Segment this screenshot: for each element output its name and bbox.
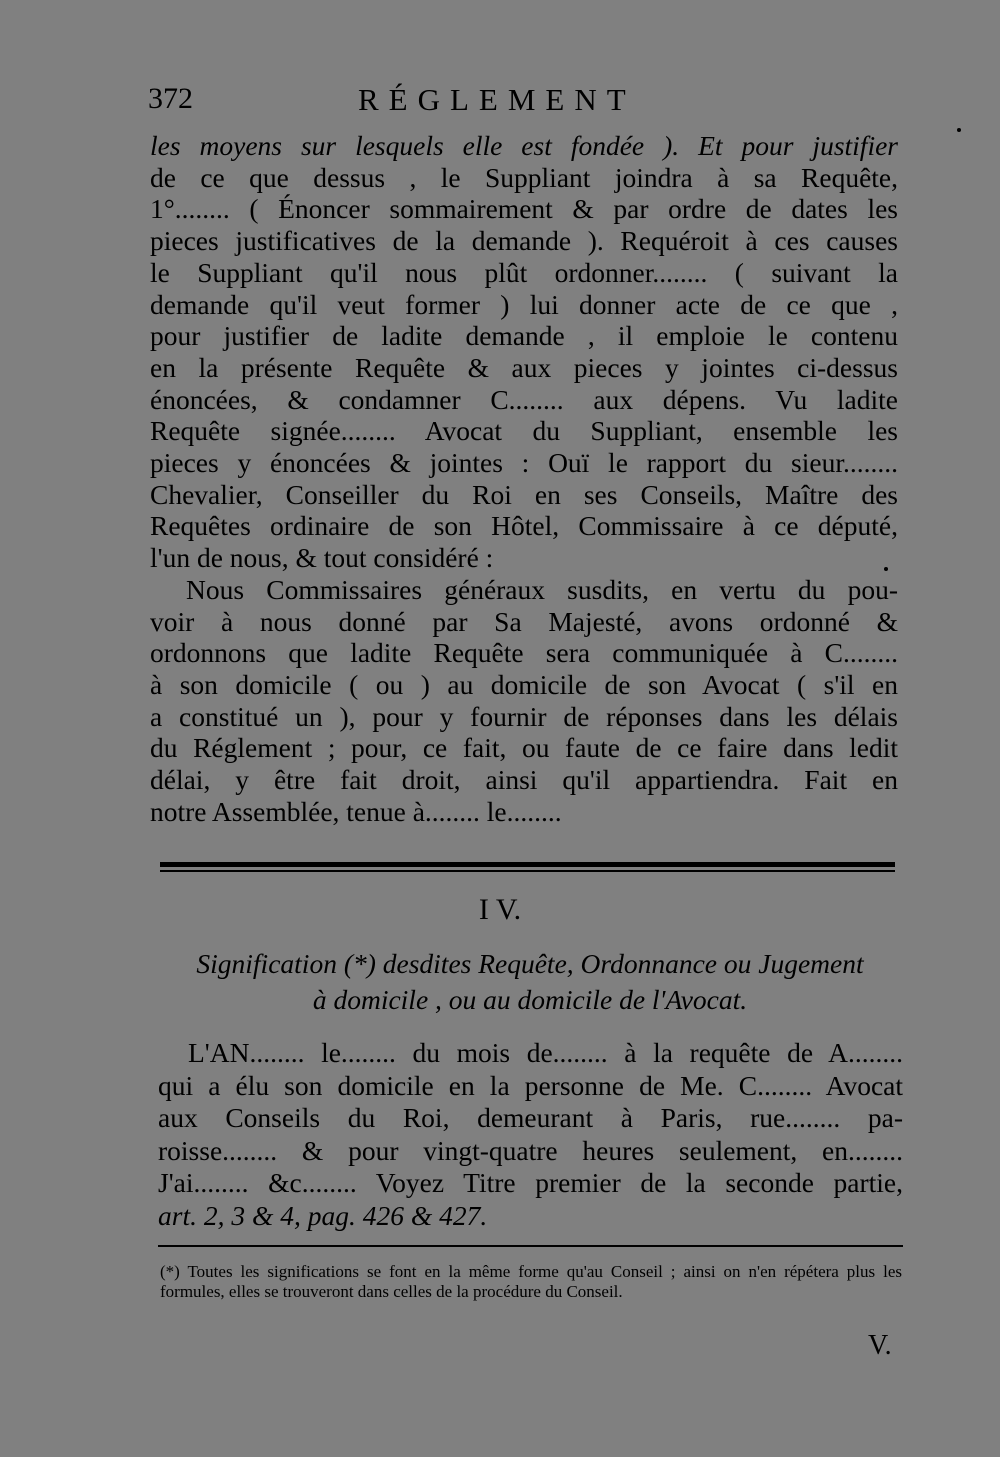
text-line: en la présente Requête & aux pieces y jointes ci-dessus — [150, 351, 898, 383]
text-line: qui a élu son domicile en la personne de Me. C........ Avocat — [158, 1069, 903, 1101]
text-line: le Suppliant qu'il nous plût ordonner........ ( suivant la — [150, 256, 898, 288]
paragraph-continued — [150, 130, 898, 574]
section-title-line: à domicile , ou au domicile de l'Avocat. — [312, 984, 748, 1015]
text-line: voir à nous donné par Sa Majesté, avons ordonné & — [150, 605, 898, 637]
text-line: de ce que dessus , le Suppliant joindra à sa Requête, — [150, 161, 898, 193]
page-header — [148, 82, 908, 122]
text-line: à son domicile ( ou ) au domicile de son Avocat ( s'il en — [150, 668, 898, 700]
footnote: (*) Toutes les significations se font en la même forme qu'au Conseil ; ainsi on n'en répétera plus les formules, elles se trouveront dans celles de la procédure du Conseil. — [160, 1262, 902, 1301]
section-body — [158, 1037, 903, 1232]
ink-speck — [957, 128, 961, 132]
section-divider — [160, 862, 895, 872]
text-line: Requête signée........ Avocat du Suppliant, ensemble les — [150, 415, 898, 447]
section-title — [150, 946, 910, 1018]
text-line: pour justifier de ladite demande , il emploie le contenu — [150, 320, 898, 352]
text-line: demande qu'il veut former ) lui donner acte de ce que , — [150, 288, 898, 320]
text-line: L'AN........ le........ du mois de........ à la requête de A........ — [188, 1037, 903, 1068]
text-line: Chevalier, Conseiller du Roi en ses Conseils, Maître des — [150, 478, 898, 510]
text-line: énoncées, & condamner C........ aux dépens. Vu ladite — [150, 383, 898, 415]
text-line: ordonnons que ladite Requête sera communiquée à C........ — [150, 637, 898, 669]
text-line: pieces justificatives de la demande ). Requéroit à ces causes — [150, 225, 898, 257]
section-title-line: Signification (*) desdites Requête, Ordonnance ou Jugement — [196, 948, 864, 979]
paragraph-ordonnance — [150, 574, 898, 828]
running-title: RÉGLEMENT — [358, 82, 636, 117]
text-line: délai, y être fait droit, ainsi qu'il appartiendra. Fait en — [150, 764, 898, 796]
footnote-rule — [158, 1245, 903, 1247]
text-line: du Réglement ; pour, ce fait, ou faute de ce faire dans ledit — [150, 732, 898, 764]
section-number: I V. — [478, 893, 522, 926]
text-line: pieces y énoncées & jointes : Ouï le rapport du sieur........ — [150, 447, 898, 479]
text-line: Nous Commissaires généraux susdits, en vertu du pou- — [186, 573, 898, 605]
main-text — [150, 130, 898, 827]
text-line: aux Conseils du Roi, demeurant à Paris, rue........ pa- — [158, 1102, 903, 1133]
text-line: roisse........ & pour vingt-quatre heures seulement, en........ — [158, 1134, 903, 1166]
text-line: J'ai........ &c........ Voyez Titre premier de la seconde partie, — [158, 1167, 903, 1198]
text-line: Requêtes ordinaire de son Hôtel, Commissaire à ce député, — [150, 510, 898, 542]
text-line: art. 2, 3 & 4, pag. 426 & 427. — [158, 1199, 488, 1231]
catchword: V. — [868, 1330, 892, 1361]
text-line: a constitué un ), pour y fournir de réponses dans les délais — [150, 700, 898, 732]
text-line: 1°........ ( Énoncer sommairement & par ordre de dates les — [150, 193, 898, 225]
ink-speck — [884, 567, 888, 571]
text-line: notre Assemblée, tenue à........ le........ — [150, 795, 562, 827]
text-line: l'un de nous, & tout considéré : — [150, 542, 494, 574]
text-line: les moyens sur lesquels elle est fondée ). Et pour justifier — [150, 130, 898, 161]
page-number: 372 — [148, 82, 193, 115]
